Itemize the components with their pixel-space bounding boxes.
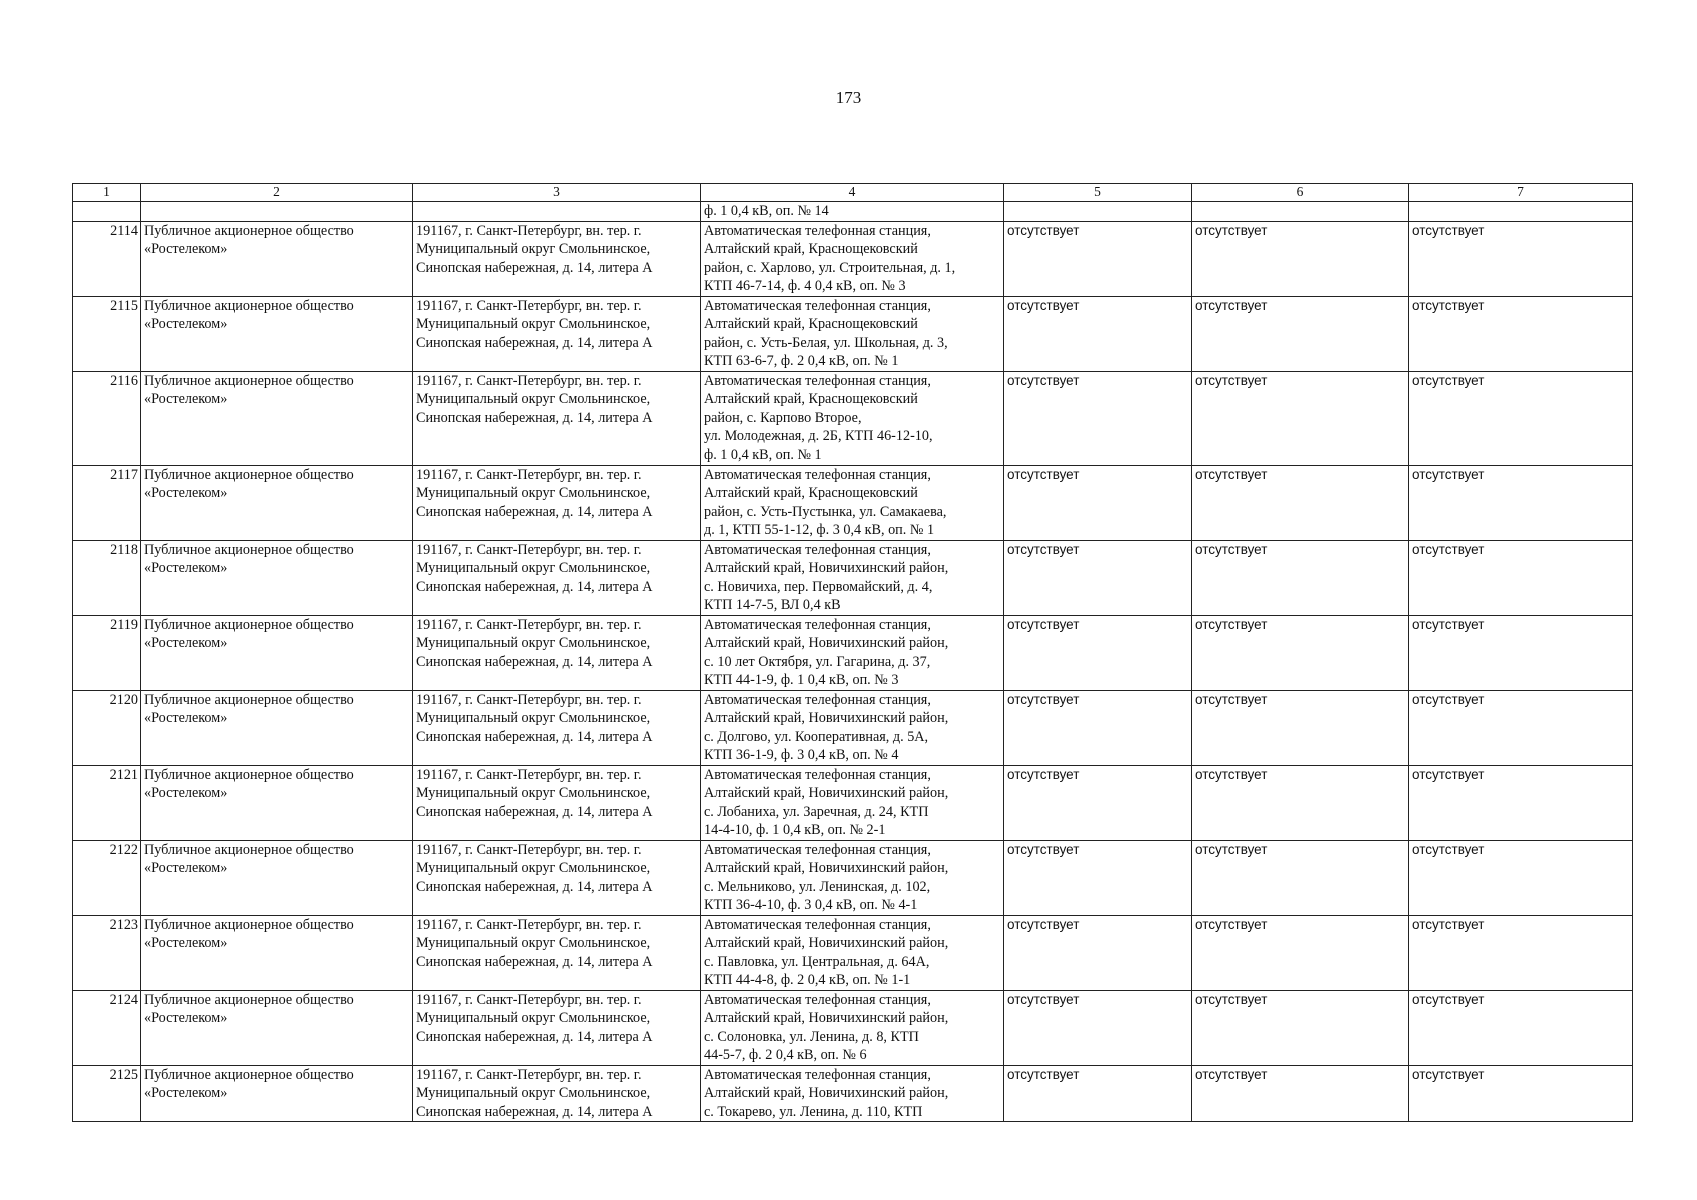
status-cell-c5: отсутствует — [1004, 371, 1192, 465]
object-cell-line: 44-5-7, ф. 2 0,4 кВ, оп. № 6 — [704, 1047, 867, 1063]
table-row — [73, 465, 1633, 540]
status-cell-c5: отсутствует — [1004, 296, 1192, 371]
status-cell-c6: отсутствует — [1192, 221, 1409, 296]
status-cell-c7: отсутствует — [1409, 1065, 1633, 1122]
owner-cell-line: Публичное акционерное общество — [144, 466, 354, 483]
status-cell-c7: отсутствует — [1409, 465, 1633, 540]
object-cell-line: Алтайский край, Новичихинский район, — [704, 1010, 949, 1026]
owner-cell-line: Публичное акционерное общество — [144, 541, 354, 558]
registry-table — [72, 183, 1633, 1122]
row-number: 2124 — [73, 990, 141, 1065]
owner-cell-line: «Ростелеком» — [144, 860, 228, 876]
owner-cell-line: «Ростелеком» — [144, 485, 228, 501]
status-cell-c5: отсутствует — [1004, 690, 1192, 765]
owner-cell-line: «Ростелеком» — [144, 391, 228, 407]
address-cell-line: 191167, г. Санкт-Петербург, вн. тер. г. — [416, 691, 642, 708]
owner-cell-line: Публичное акционерное общество — [144, 372, 354, 389]
address-cell-line: Синопская набережная, д. 14, литера А — [416, 334, 653, 351]
address-cell-line: Муниципальный округ Смольнинское, — [416, 391, 651, 407]
address-cell-line: Синопская набережная, д. 14, литера А — [416, 1103, 653, 1120]
status-cell-c6: отсутствует — [1192, 990, 1409, 1065]
status-cell-c6: отсутствует — [1192, 765, 1409, 840]
address-cell — [413, 221, 701, 296]
object-cell-line: КТП 44-1-9, ф. 1 0,4 кВ, оп. № 3 — [704, 672, 899, 688]
object-cell — [701, 990, 1004, 1065]
row-number: 2117 — [73, 465, 141, 540]
object-cell-line: Алтайский край, Новичихинский район, — [704, 860, 949, 876]
address-cell-line: Муниципальный округ Смольнинское, — [416, 316, 651, 332]
object-cell-line: д. 1, КТП 55-1-12, ф. 3 0,4 кВ, оп. № 1 — [704, 522, 935, 538]
object-cell-line: район, с. Карпово Второе, — [704, 409, 862, 426]
status-cell-c6: отсутствует — [1192, 540, 1409, 615]
object-cell — [701, 465, 1004, 540]
status-cell-c5: отсутствует — [1004, 221, 1192, 296]
status-cell-c5: отсутствует — [1004, 990, 1192, 1065]
object-cell-line: Автоматическая телефонная станция, — [704, 222, 931, 239]
address-cell — [413, 990, 701, 1065]
object-cell-line: Автоматическая телефонная станция, — [704, 916, 931, 933]
address-cell-line: 191167, г. Санкт-Петербург, вн. тер. г. — [416, 616, 642, 633]
object-cell — [701, 1065, 1004, 1122]
address-cell-line: Муниципальный округ Смольнинское, — [416, 635, 651, 651]
row-number: 2123 — [73, 915, 141, 990]
object-cell-line: с. Долгово, ул. Кооперативная, д. 5А, — [704, 728, 929, 745]
owner-cell — [141, 615, 413, 690]
owner-cell-line: Публичное акционерное общество — [144, 616, 354, 633]
object-cell-line: ф. 1 0,4 кВ, оп. № 1 — [704, 446, 822, 463]
object-cell-line: КТП 63-6-7, ф. 2 0,4 кВ, оп. № 1 — [704, 353, 899, 369]
row-number: 2121 — [73, 765, 141, 840]
object-cell — [701, 765, 1004, 840]
object-cell-line: Алтайский край, Краснощековский — [704, 241, 918, 257]
object-cell-line: КТП 44-4-8, ф. 2 0,4 кВ, оп. № 1-1 — [704, 972, 911, 988]
empty-cell — [141, 202, 413, 222]
address-cell — [413, 296, 701, 371]
owner-cell-line: «Ростелеком» — [144, 241, 228, 257]
status-cell-c7: отсутствует — [1409, 221, 1633, 296]
address-cell — [413, 465, 701, 540]
address-cell — [413, 765, 701, 840]
address-cell — [413, 690, 701, 765]
object-cell-line: с. Солоновка, ул. Ленина, д. 8, КТП — [704, 1028, 919, 1045]
address-cell-line: Синопская набережная, д. 14, литера А — [416, 878, 653, 895]
owner-cell — [141, 990, 413, 1065]
status-cell-c7: отсутствует — [1409, 615, 1633, 690]
address-cell — [413, 615, 701, 690]
page-number: 173 — [835, 88, 862, 107]
address-cell-line: Муниципальный округ Смольнинское, — [416, 1085, 651, 1101]
address-cell-line: Муниципальный округ Смольнинское, — [416, 485, 651, 501]
table-row — [73, 371, 1633, 465]
object-cell-line: с. Павловка, ул. Центральная, д. 64А, — [704, 953, 930, 970]
address-cell-line: Муниципальный округ Смольнинское, — [416, 560, 651, 576]
owner-cell — [141, 1065, 413, 1122]
object-cell-line: Автоматическая телефонная станция, — [704, 541, 931, 558]
object-cell — [701, 221, 1004, 296]
status-cell-c7: отсутствует — [1409, 990, 1633, 1065]
owner-cell — [141, 915, 413, 990]
object-cell-line: Автоматическая телефонная станция, — [704, 466, 931, 483]
object-cell-line: Алтайский край, Новичихинский район, — [704, 935, 949, 951]
object-cell-line: Алтайский край, Краснощековский — [704, 391, 918, 407]
status-cell-c6: отсутствует — [1192, 615, 1409, 690]
address-cell-line: 191167, г. Санкт-Петербург, вн. тер. г. — [416, 1066, 642, 1083]
table-row — [73, 765, 1633, 840]
table-row — [73, 690, 1633, 765]
object-cell-line: КТП 46-7-14, ф. 4 0,4 кВ, оп. № 3 — [704, 278, 906, 294]
object-cell-line: Автоматическая телефонная станция, — [704, 841, 931, 858]
address-cell-line: Муниципальный округ Смольнинское, — [416, 785, 651, 801]
row-number: 2125 — [73, 1065, 141, 1122]
object-cell-line: Автоматическая телефонная станция, — [704, 691, 931, 708]
owner-cell-line: Публичное акционерное общество — [144, 222, 354, 239]
object-cell-line: КТП 14-7-5, ВЛ 0,4 кВ — [704, 597, 841, 613]
object-cell — [701, 615, 1004, 690]
object-cell-line: ул. Молодежная, д. 2Б, КТП 46-12-10, — [704, 428, 933, 444]
column-number: 7 — [1409, 184, 1633, 202]
status-cell-c5: отсутствует — [1004, 615, 1192, 690]
status-cell-c5: отсутствует — [1004, 465, 1192, 540]
column-number: 5 — [1004, 184, 1192, 202]
status-cell-c7: отсутствует — [1409, 840, 1633, 915]
owner-cell — [141, 221, 413, 296]
table-row — [73, 615, 1633, 690]
status-cell-c6: отсутствует — [1192, 371, 1409, 465]
empty-cell — [73, 202, 141, 222]
owner-cell-line: Публичное акционерное общество — [144, 1066, 354, 1083]
object-cell-line: с. Токарево, ул. Ленина, д. 110, КТП — [704, 1103, 923, 1120]
object-cell-line: КТП 36-4-10, ф. 3 0,4 кВ, оп. № 4-1 — [704, 897, 918, 913]
continuation-row — [73, 202, 1633, 222]
owner-cell — [141, 296, 413, 371]
address-cell-line: 191167, г. Санкт-Петербург, вн. тер. г. — [416, 766, 642, 783]
status-cell-c7: отсутствует — [1409, 371, 1633, 465]
owner-cell-line: Публичное акционерное общество — [144, 916, 354, 933]
object-cell-line: КТП 36-1-9, ф. 3 0,4 кВ, оп. № 4 — [704, 747, 899, 763]
column-number: 4 — [701, 184, 1004, 202]
continuation-text: ф. 1 0,4 кВ, оп. № 14 — [701, 202, 1004, 222]
row-number: 2114 — [73, 221, 141, 296]
object-cell-line: Автоматическая телефонная станция, — [704, 616, 931, 633]
address-cell-line: Синопская набережная, д. 14, литера А — [416, 409, 653, 426]
address-cell-line: Синопская набережная, д. 14, литера А — [416, 503, 653, 520]
address-cell-line: Муниципальный округ Смольнинское, — [416, 1010, 651, 1026]
object-cell-line: Алтайский край, Новичихинский район, — [704, 785, 949, 801]
object-cell — [701, 540, 1004, 615]
empty-cell — [1409, 202, 1633, 222]
table-row — [73, 540, 1633, 615]
row-number: 2116 — [73, 371, 141, 465]
address-cell-line: Синопская набережная, д. 14, литера А — [416, 578, 653, 595]
object-cell-line: Алтайский край, Краснощековский — [704, 485, 918, 501]
owner-cell-line: Публичное акционерное общество — [144, 691, 354, 708]
owner-cell-line: «Ростелеком» — [144, 635, 228, 651]
object-cell-line: Алтайский край, Новичихинский район, — [704, 560, 949, 576]
address-cell-line: Муниципальный округ Смольнинское, — [416, 935, 651, 951]
object-cell — [701, 371, 1004, 465]
object-cell-line: район, с. Усть-Пустынка, ул. Самакаева, — [704, 503, 947, 520]
object-cell-line: 14-4-10, ф. 1 0,4 кВ, оп. № 2-1 — [704, 822, 886, 838]
object-cell — [701, 296, 1004, 371]
owner-cell-line: Публичное акционерное общество — [144, 297, 354, 314]
address-cell-line: Синопская набережная, д. 14, литера А — [416, 653, 653, 670]
address-cell-line: Синопская набережная, д. 14, литера А — [416, 1028, 653, 1045]
object-cell-line: Алтайский край, Новичихинский район, — [704, 710, 949, 726]
address-cell-line: Синопская набережная, д. 14, литера А — [416, 259, 653, 276]
address-cell-line: Синопская набережная, д. 14, литера А — [416, 953, 653, 970]
status-cell-c6: отсутствует — [1192, 915, 1409, 990]
address-cell-line: Муниципальный округ Смольнинское, — [416, 241, 651, 257]
status-cell-c6: отсутствует — [1192, 465, 1409, 540]
status-cell-c5: отсутствует — [1004, 540, 1192, 615]
owner-cell-line: «Ростелеком» — [144, 1010, 228, 1026]
owner-cell-line: Публичное акционерное общество — [144, 841, 354, 858]
object-cell-line: Алтайский край, Краснощековский — [704, 316, 918, 332]
owner-cell-line: «Ростелеком» — [144, 710, 228, 726]
address-cell-line: 191167, г. Санкт-Петербург, вн. тер. г. — [416, 297, 642, 314]
column-number: 1 — [73, 184, 141, 202]
table-row — [73, 296, 1633, 371]
owner-cell-line: «Ростелеком» — [144, 785, 228, 801]
address-cell-line: 191167, г. Санкт-Петербург, вн. тер. г. — [416, 466, 642, 483]
object-cell-line: район, с. Усть-Белая, ул. Школьная, д. 3, — [704, 334, 948, 351]
status-cell-c5: отсутствует — [1004, 915, 1192, 990]
object-cell-line: Автоматическая телефонная станция, — [704, 991, 931, 1008]
owner-cell-line: «Ростелеком» — [144, 935, 228, 951]
status-cell-c7: отсутствует — [1409, 540, 1633, 615]
address-cell-line: 191167, г. Санкт-Петербург, вн. тер. г. — [416, 916, 642, 933]
address-cell-line: 191167, г. Санкт-Петербург, вн. тер. г. — [416, 222, 642, 239]
object-cell-line: с. Лобаниха, ул. Заречная, д. 24, КТП — [704, 803, 929, 820]
row-number: 2118 — [73, 540, 141, 615]
owner-cell-line: «Ростелеком» — [144, 316, 228, 332]
address-cell-line: 191167, г. Санкт-Петербург, вн. тер. г. — [416, 372, 642, 389]
status-cell-c6: отсутствует — [1192, 1065, 1409, 1122]
address-cell-line: 191167, г. Санкт-Петербург, вн. тер. г. — [416, 541, 642, 558]
status-cell-c7: отсутствует — [1409, 296, 1633, 371]
status-cell-c5: отсутствует — [1004, 1065, 1192, 1122]
address-cell — [413, 915, 701, 990]
table-row — [73, 840, 1633, 915]
address-cell — [413, 840, 701, 915]
owner-cell — [141, 765, 413, 840]
table-row — [73, 915, 1633, 990]
row-number: 2122 — [73, 840, 141, 915]
status-cell-c5: отсутствует — [1004, 765, 1192, 840]
owner-cell-line: «Ростелеком» — [144, 560, 228, 576]
address-cell-line: Муниципальный округ Смольнинское, — [416, 860, 651, 876]
empty-cell — [1192, 202, 1409, 222]
owner-cell-line: «Ростелеком» — [144, 1085, 228, 1101]
status-cell-c7: отсутствует — [1409, 690, 1633, 765]
owner-cell — [141, 465, 413, 540]
object-cell — [701, 840, 1004, 915]
table-row — [73, 990, 1633, 1065]
status-cell-c7: отсутствует — [1409, 765, 1633, 840]
registry-rows — [73, 221, 1633, 1122]
address-cell-line: Синопская набережная, д. 14, литера А — [416, 803, 653, 820]
object-cell-line: с. Мельниково, ул. Ленинская, д. 102, — [704, 878, 931, 895]
empty-cell — [413, 202, 701, 222]
empty-cell — [1004, 202, 1192, 222]
column-number: 2 — [141, 184, 413, 202]
object-cell-line: район, с. Харлово, ул. Строительная, д. 1, — [704, 259, 956, 276]
status-cell-c6: отсутствует — [1192, 296, 1409, 371]
owner-cell — [141, 540, 413, 615]
address-cell — [413, 1065, 701, 1122]
row-number: 2115 — [73, 296, 141, 371]
column-number: 6 — [1192, 184, 1409, 202]
object-cell — [701, 690, 1004, 765]
owner-cell-line: Публичное акционерное общество — [144, 766, 354, 783]
object-cell-line: Алтайский край, Новичихинский район, — [704, 1085, 949, 1101]
address-cell-line: Муниципальный округ Смольнинское, — [416, 710, 651, 726]
row-number: 2119 — [73, 615, 141, 690]
status-cell-c7: отсутствует — [1409, 915, 1633, 990]
column-number-row — [73, 184, 1633, 202]
owner-cell — [141, 840, 413, 915]
address-cell — [413, 371, 701, 465]
address-cell-line: 191167, г. Санкт-Петербург, вн. тер. г. — [416, 841, 642, 858]
address-cell-line: Синопская набережная, д. 14, литера А — [416, 728, 653, 745]
status-cell-c6: отсутствует — [1192, 840, 1409, 915]
object-cell-line: Алтайский край, Новичихинский район, — [704, 635, 949, 651]
row-number: 2120 — [73, 690, 141, 765]
object-cell-line: Автоматическая телефонная станция, — [704, 766, 931, 783]
object-cell-line: Автоматическая телефонная станция, — [704, 1066, 931, 1083]
column-number: 3 — [413, 184, 701, 202]
object-cell-line: с. Новичиха, пер. Первомайский, д. 4, — [704, 578, 933, 595]
owner-cell-line: Публичное акционерное общество — [144, 991, 354, 1008]
object-cell-line: с. 10 лет Октября, ул. Гагарина, д. 37, — [704, 653, 931, 670]
address-cell-line: 191167, г. Санкт-Петербург, вн. тер. г. — [416, 991, 642, 1008]
object-cell-line: Автоматическая телефонная станция, — [704, 372, 931, 389]
owner-cell — [141, 690, 413, 765]
status-cell-c5: отсутствует — [1004, 840, 1192, 915]
object-cell — [701, 915, 1004, 990]
table-row — [73, 1065, 1633, 1122]
table-row — [73, 221, 1633, 296]
status-cell-c6: отсутствует — [1192, 690, 1409, 765]
object-cell-line: Автоматическая телефонная станция, — [704, 297, 931, 314]
owner-cell — [141, 371, 413, 465]
address-cell — [413, 540, 701, 615]
